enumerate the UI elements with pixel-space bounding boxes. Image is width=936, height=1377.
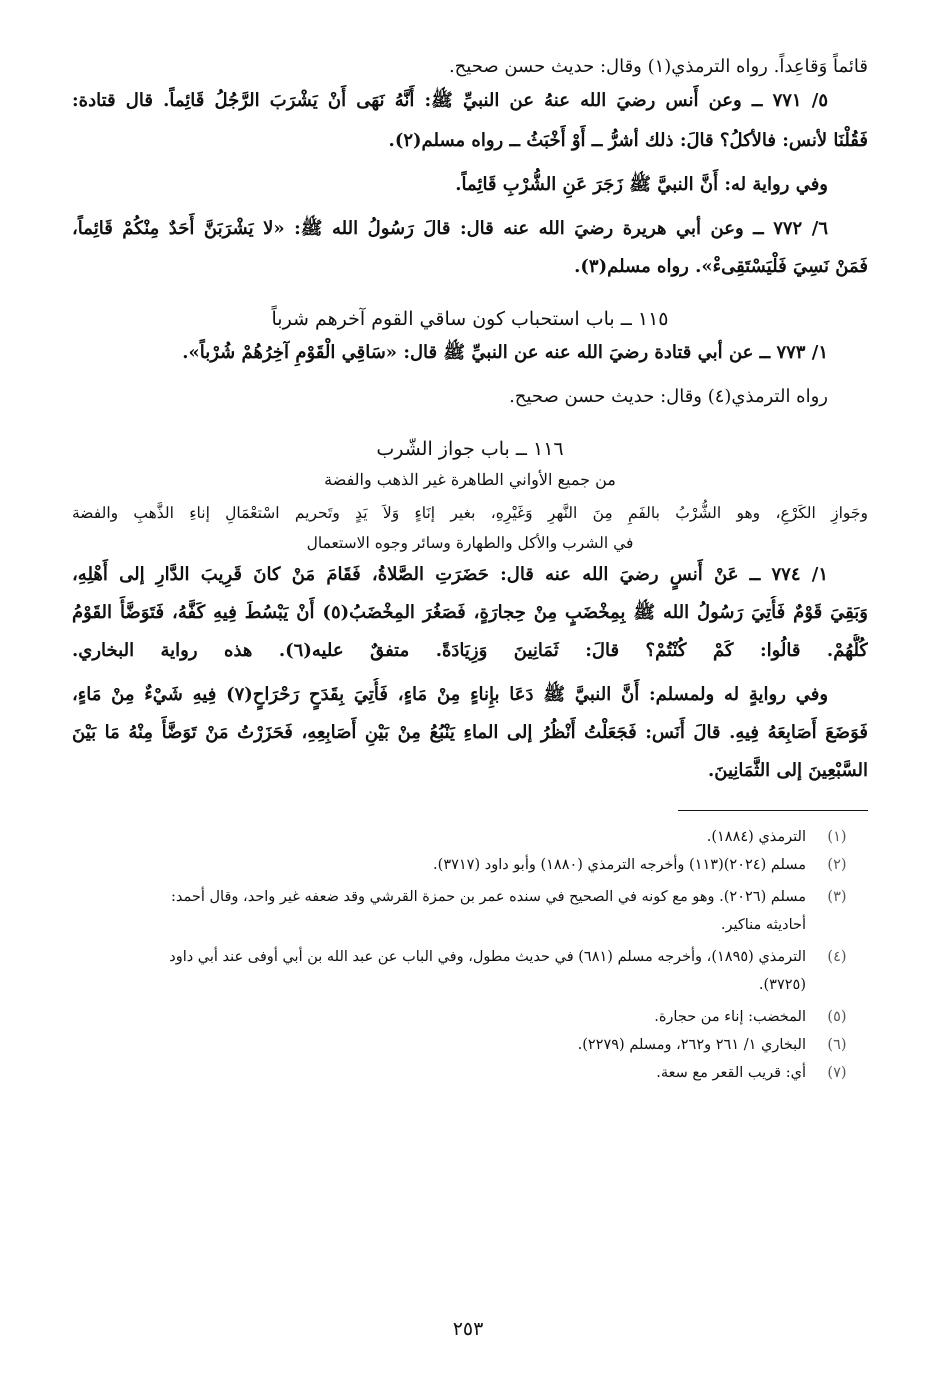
page-number: ٢٥٣ xyxy=(452,1318,484,1340)
footnote-number: (٥) xyxy=(827,1009,847,1025)
text-line: كُلُّهُمْ. قالُوا: كَمْ كُنْتُمْ؟ قالَ: ثَمَانِينَ وَزِيَادَةً. متفقٌ عليه(٦). هذه رواية البخاري. xyxy=(72,640,868,661)
footnote-text: الترمذي (١٨٩٥)، وأخرجه مسلم (٦٨١) في حديث مطول، وفي الباب عن عبد الله بن أبي أوفى عند أبي داود xyxy=(169,949,806,965)
footnote xyxy=(72,823,868,851)
footnote xyxy=(72,943,868,971)
chapter-subtitle: من جميع الأواني الطاهرة غير الذهب والفضة xyxy=(324,470,616,489)
footnote-number: (٧) xyxy=(827,1065,847,1081)
text-line: ٦/ ٧٧٢ ــ وعن أبي هريرة رضيَ الله عنه قال: قالَ رَسُولُ الله ﷺ: «لا يَشْرَبَنَّ أَحَدٌ مِنْكُمْ قَائِماً، xyxy=(72,218,828,239)
footnote-text: مسلم (٢٠٢٦). وهو مع كونه في الصحيح في سنده عمر بن حمزة القرشي وقد ضعفه غير واحد، وقال أحمد: xyxy=(171,889,806,905)
footnote-number: (٣) xyxy=(827,889,847,905)
footnote-continuation: أحاديثه مناكير. xyxy=(720,917,806,933)
footnote-number: (١) xyxy=(827,829,847,845)
footnotes xyxy=(72,823,868,1087)
text-line: قائماً وَقاعِداً. رواه الترمذي(١) وقال: حديث حسن صحيح. xyxy=(448,56,868,77)
footnote-divider xyxy=(678,810,868,811)
hadith-772 xyxy=(72,212,868,284)
footnote-number: (٢) xyxy=(827,857,847,873)
chapter-115 xyxy=(72,302,868,414)
chapter-title: ١١٥ ــ باب استحباب كون ساقي القوم آخرهم شرباً xyxy=(271,308,669,330)
text-line: ٥/ ٧٧١ ــ وعن أَنس رضيَ الله عنهُ عن النبيِّ ﷺ: أَنَّهُ نَهَى أَنْ يَشْرَبَ الرَّجُلُ قَائِماً. قال قتادة: xyxy=(72,90,828,111)
text-line: في الشرب والأكل والطهارة وسائر وجوه الاستعمال xyxy=(306,534,634,552)
text-line: وفي روايةٍ له ولمسلم: أَنَّ النبيَّ ﷺ دَعَا بإِناءٍ مِنْ مَاءٍ، فَأُتِيَ بِقَدَحٍ رَحْرَاحٍ(٧) فِيهِ شَيْءٌ مِنْ مَاءٍ، xyxy=(72,684,829,705)
text-line: فَمَنْ نَسِيَ فَلْيَسْتَقِىءْ». رواه مسلم(٣). xyxy=(574,256,868,277)
footnote xyxy=(72,1031,868,1059)
text-line: السَّبْعِينَ إلى الثَّمَانِينَ. xyxy=(707,760,868,781)
chapter-116 xyxy=(72,432,868,558)
footnote-continuation: (٣٧٢٥). xyxy=(758,977,806,993)
footnote xyxy=(72,1059,868,1087)
hadith-771 xyxy=(72,84,868,202)
text-line: وفي رواية له: أَنَّ النبيَّ ﷺ زَجَرَ عَنِ الشُّرْبِ قَائِماً. xyxy=(455,174,828,195)
hadith-774 xyxy=(72,558,868,788)
text-line: ١/ ٧٧٤ ــ عَنْ أَنسٍ رضيَ الله عنه قال: حَضَرَتِ الصَّلاةُ، فَقَامَ مَنْ كانَ قَرِيبَ الدَّارِ إلى أَهْلِهِ، xyxy=(72,564,828,585)
footnote-text: الترمذي (١٨٨٤). xyxy=(706,829,806,845)
footnote xyxy=(72,1003,868,1031)
footnote-text: المخضب: إناء من حجارة. xyxy=(654,1009,806,1025)
chapter-title: ١١٦ ــ باب جواز الشّرب xyxy=(376,438,564,460)
footnote-text: أي: قريب القعر مع سعة. xyxy=(656,1065,806,1081)
text-line: ١/ ٧٧٣ ــ عن أبي قتادة رضيَ الله عنه عن النبيِّ ﷺ قال: «سَاقِي الْقَوْمِ آخِرُهُمْ شُرْباً». xyxy=(182,342,828,363)
footnote xyxy=(72,883,868,911)
text-line: رواه الترمذي(٤) وقال: حديث حسن صحيح. xyxy=(509,386,828,407)
footnote-number: (٤) xyxy=(827,949,847,965)
footnote-text: مسلم (٢٠٢٤)(١١٣) وأخرجه الترمذي (١٨٨٠) وأبو داود (٣٧١٧). xyxy=(433,857,806,873)
text-line: وَبَقِيَ قَوْمٌ فَأُتِيَ رَسُولُ الله ﷺ بِمِخْضَبٍ مِنْ حِجارَةٍ، فَصَغُرَ المِخْضَبُ(٥) أَنْ يَبْسُطَ فِيهِ كَفَّهُ، فَتَوَضَّأَ القَوْمُ xyxy=(72,602,868,623)
footnote-text: البخاري ١/ ٢٦١ و٢٦٢، ومسلم (٢٢٧٩). xyxy=(577,1037,806,1053)
footnote xyxy=(72,851,868,879)
text-line: فَوَضَعَ أَصَابِعَهُ فِيهِ. قالَ أَنَس: فَجَعَلْتُ أَنْظُرُ إلى الماءِ يَنْبُعُ مِنْ بَيْنِ أَصَابِعِهِ، فَحَزَرْتُ مَنْ تَوَضَّأَ مِنْهُ مَا بَيْنَ xyxy=(72,722,868,743)
text-line: فَقُلْنَا لأنس: فالأكلُ؟ قالَ: ذلك أشرُّ ــ أَوْ أَخْبَثُ ــ رواه مسلم(٢). xyxy=(388,130,868,151)
text-line: وجَوازِ الكَرْعِ، وهو الشُّرْبُ بالفَمِ مِنَ النَّهرِ وَغَيْرِهِ، بغير إنَاءٍ وَلاَ يَدٍ وتَحريم اسْتعْمَالِ إناءِ الذَّهبِ والفضة xyxy=(72,504,868,522)
footnote-number: (٦) xyxy=(827,1037,847,1053)
